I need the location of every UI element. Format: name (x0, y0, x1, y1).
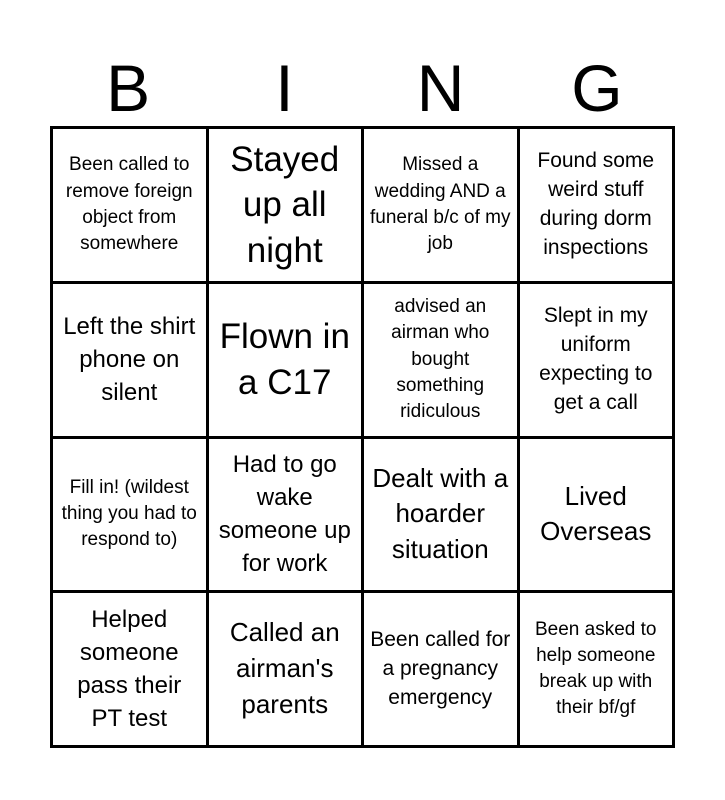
bingo-cell[interactable] (53, 129, 206, 281)
bingo-cell[interactable] (364, 593, 517, 745)
bingo-cell[interactable] (364, 439, 517, 591)
cell-text: Slept in my uniform expecting to get a call (539, 303, 653, 414)
header-letter-b: B (106, 51, 151, 125)
cell-text: Been called to remove foreign object from somewhere (65, 154, 193, 255)
cell-text: Left the shirt phone on silent (63, 312, 196, 407)
bingo-cell[interactable] (53, 439, 206, 591)
bingo-cell[interactable] (53, 593, 206, 745)
bingo-cell[interactable] (209, 593, 362, 745)
cell-text: Helped someone pass their PT test (77, 605, 182, 733)
header-letter-n: N (416, 51, 465, 125)
header-letter-g: G (571, 51, 623, 125)
cell-text: Missed a wedding AND a funeral b/c of my job (370, 154, 511, 255)
bingo-cell[interactable] (209, 129, 362, 281)
bingo-cell[interactable] (520, 129, 673, 281)
bingo-board (50, 126, 675, 748)
cell-text: Been called for a pregnancy emergency (370, 627, 511, 709)
cell-text: Found some weird stuff during dorm inspections (537, 148, 655, 259)
cell-text: Called an airman's parents (229, 617, 340, 720)
cell-text: Lived Overseas (540, 480, 652, 547)
cell-text: Flown in a C17 (219, 317, 350, 402)
cell-text: Dealt with a hoarder situation (372, 462, 509, 565)
bingo-cell[interactable] (520, 439, 673, 591)
bingo-cell[interactable] (209, 284, 362, 436)
cell-text: advised an airman who bought something ridiculous (391, 296, 490, 422)
bingo-cell[interactable] (364, 284, 517, 436)
cell-text: Fill in! (wildest thing you had to respond to) (61, 477, 197, 551)
bingo-cell[interactable] (364, 129, 517, 281)
bingo-cell[interactable] (53, 284, 206, 436)
bingo-cell[interactable] (520, 284, 673, 436)
bingo-cell[interactable] (520, 593, 673, 745)
cell-text: Been asked to help someone break up with their bf/gf (535, 618, 657, 719)
bingo-header (50, 50, 675, 126)
cell-text: Stayed up all night (230, 139, 340, 270)
cell-text: Had to go wake someone up for work (218, 451, 351, 578)
header-letter-i: I (275, 51, 294, 125)
bingo-cell[interactable] (209, 439, 362, 591)
